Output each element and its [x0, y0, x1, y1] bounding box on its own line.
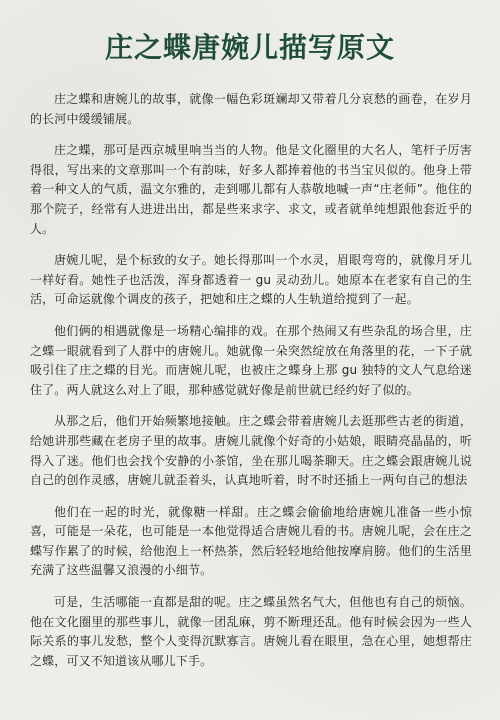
article-body: [30, 90, 472, 683]
paragraph: 庄之蝶，那可是西京城里响当当的人物。他是文化圈里的大名人，笔杆子厉害得很，写出来的文章那叫一个有韵味，好多人都捧着他的书当宝贝似的。他身上带着一种文人的气质，温文尔雅的，走到哪儿都有人恭敬地喊一声“庄老师”。他住的那个院子，经常有人进进出出，都是些来求字、求文，或者就单纯想跟他套近乎的人。: [30, 143, 472, 236]
paragraph: 庄之蝶和唐婉儿的故事，就像一幅色彩斑斓却又带着几分哀愁的画卷，在岁月的长河中缓缓铺展。: [30, 92, 472, 126]
page-title: 庄之蝶唐婉儿描写原文: [104, 31, 395, 64]
paragraph: 他们在一起的时光，就像糖一样甜。庄之蝶会偷偷地给唐婉儿准备一些小惊喜，可能是一朵花，也可能是一本他觉得适合唐婉儿看的书。唐婉儿呢，会在庄之蝶写作累了的时候，给他泡上一杯热茶，然后轻轻地给他按摩肩膀。他们的生活里充满了这些温馨又浪漫的小细节。: [30, 504, 472, 578]
paragraph: 他们俩的相遇就像是一场精心编排的戏。在那个热闹又有些杂乱的场合里，庄之蝶一眼就看到了人群中的唐婉儿。她就像一朵突然绽放在角落里的花，一下子就吸引住了庄之蝶的目光。而唐婉儿呢，也被庄之蝶身上那 gu 独特的文人气息给迷住了。两人就这么对上了眼，那种感觉就好像是前世就已经约好了似的。: [30, 323, 472, 397]
paragraph: 可是，生活哪能一直都是甜的呢。庄之蝶虽然名气大，但他也有自己的烦恼。他在文化圈里的那些事儿，就像一团乱麻，剪不断理还乱。他有时候会因为一些人际关系的事儿发愁，整个人变得沉默寡言。唐婉儿看在眼里，急在心里，她想帮庄之蝶，可又不知道该从哪儿下手。: [30, 595, 472, 668]
paragraph: 从那之后，他们开始频繁地接触。庄之蝶会带着唐婉儿去逛那些古老的街道，给她讲那些藏在老房子里的故事。唐婉儿就像个好奇的小姑娘，眼睛亮晶晶的，听得入了迷。他们也会找个安静的小茶馆，坐在那儿喝茶聊天。庄之蝶会跟唐婉儿说自己的创作灵感，唐婉儿就歪着头，认真地听着，时不时还插上一两句自己的想法: [30, 414, 472, 488]
paragraph: 唐婉儿呢，是个标致的女子。她长得那叫一个水灵，眉眼弯弯的，就像月牙儿一样好看。她性子也活泼，浑身都透着一 gu 灵动劲儿。她原本在老家有自己的生活，可命运就像个调皮的孩子，把她和庄之蝶的人生轨道给搅到了一起。: [30, 253, 472, 307]
